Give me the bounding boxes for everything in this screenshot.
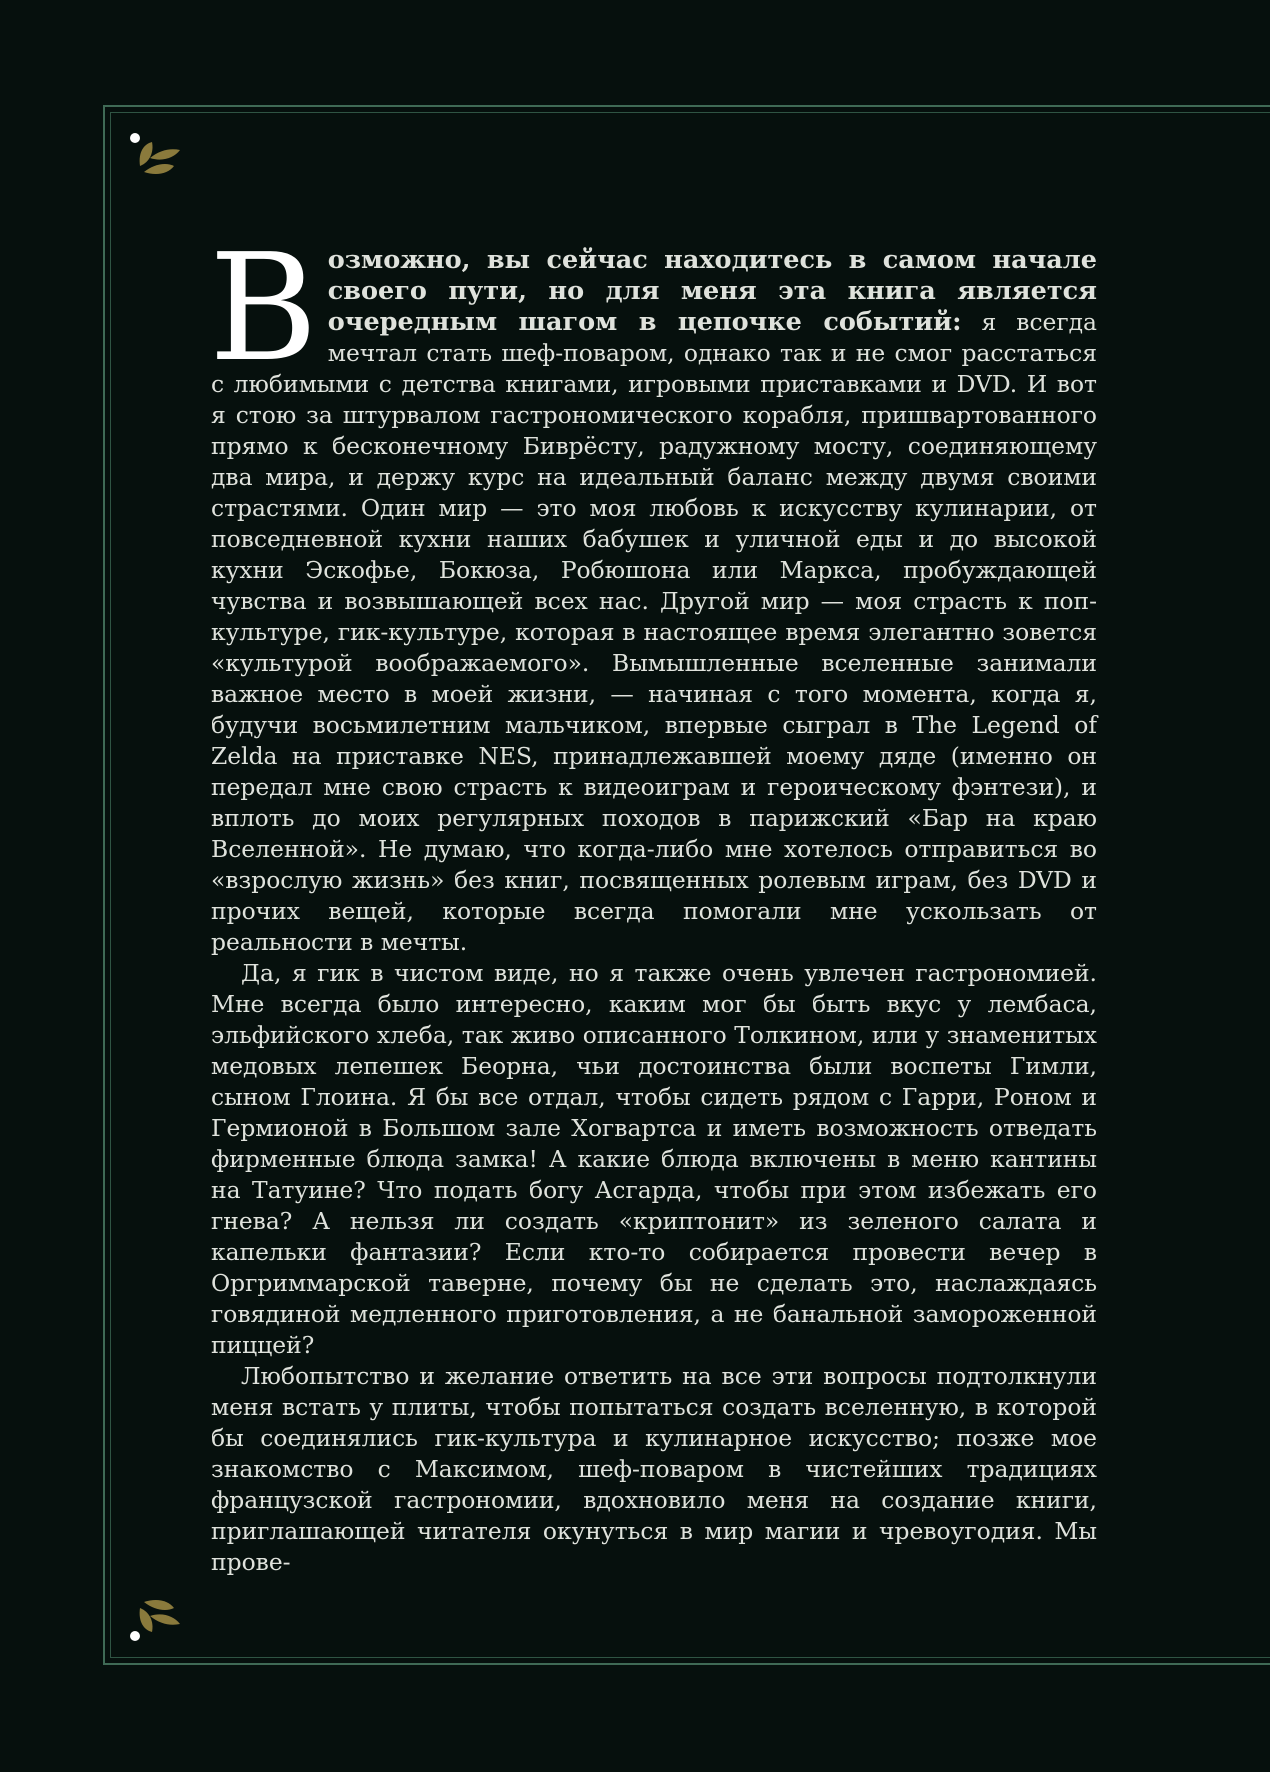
intro-paragraph	[209, 222, 1098, 958]
leaf-sprig-icon	[126, 1566, 206, 1646]
article-body	[209, 222, 1098, 1578]
lead-in-bold: озможно, вы сейчас находитесь в самом начале своего пути, но для меня эта книга является очередным шагом в цепочке событий:	[327, 245, 1097, 337]
drop-cap: В	[209, 222, 318, 394]
leaf-sprig-icon	[126, 128, 206, 208]
paragraph-3: Любопытство и желание ответить на все эти вопросы подтолкнули меня встать у плиты, чтобы попытаться создать вселенную, в которой бы соединялись гик-культура и кулинарное искусство; позже мое знакомство с Максимом, шеф-поваром в чистейших традициях французской гастрономии, вдохновило меня на создание книги, приглашающей читателя окунуться в мир магии и чревоугодия. Мы прове-	[211, 1362, 1097, 1576]
intro-body-text: я всегда мечтал стать шеф-поваром, однако так и не смог расстаться с любимыми с детства книгами, игровыми приставками и DVD. И вот я стою за штурвалом гастрономического корабля, пришвартованного прямо к бесконечному Биврёсту, радужному мосту, соединяющему два мира, и держу курс на идеальный баланс между двумя своими страстями. Один мир — это моя любовь к искусству кулинарии, от повседневной кухни наших бабушек и уличной еды и до высокой кухни Эскофье, Бокюза, Робюшона или Маркса, пробуждающей чувства и возвышающей всех нас. Другой мир — моя страсть к поп-культуре, гик-культуре, которая в настоящее время элегантно зовется «культурой воображаемого». Вымышленные вселенные занимали важное место в моей жизни, — начиная с того момента, когда я, будучи восьмилетним мальчиком, впервые сыграл в The Legend of Zelda на приставке NES, принадлежавшей моему дяде (именно он передал мне свою страсть к видеоиграм и героическому фэнтези), и вплоть до моих регулярных походов в парижский «Бар на краю Вселенной». Не думаю, что когда-либо мне хотелось отправиться во «взрослую жизнь» без книг, посвященных ролевым играм, без DVD и прочих вещей, которые всегда помогали мне ускользать от реальности в мечты.	[211, 308, 1098, 956]
paragraph-2: Да, я гик в чистом виде, но я также очень увлечен гастрономией. Мне всегда было интересно, каким мог бы быть вкус у лембаса, эльфийского хлеба, так живо описанного Толкином, или у знаменитых медовых лепешек Беорна, чьи достоинства были воспеты Гимли, сыном Глоина. Я бы все отдал, чтобы сидеть рядом с Гарри, Роном и Гермионой в Большом зале Хогвартса и иметь возможность отведать фирменные блюда замка! А какие блюда включены в меню кантины на Татуине? Что подать богу Асгарда, чтобы при этом избежать его гнева? А нельзя ли создать «криптонит» из зеленого салата и капельки фантазии? Если кто-то собирается провести вечер в Оргриммарской таверне, почему бы не сделать это, наслаждаясь говядиной медленного приготовления, а не банальной замороженной пиццей?	[211, 959, 1097, 1359]
